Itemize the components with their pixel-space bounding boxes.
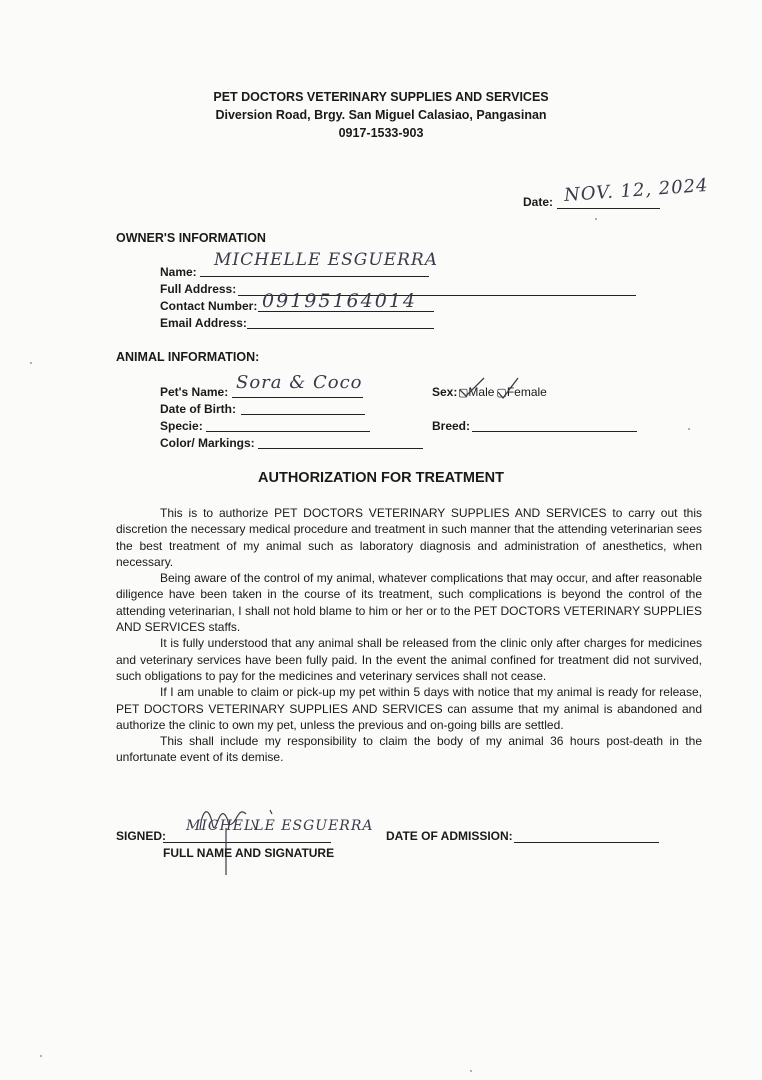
paragraph-4: If I am unable to claim or pick-up my pet within 5 days with notice that my animal is ready for release, PET DOCTORS VETERINARY SUPPLIES AND SERVICES can assume that my animal is abandoned and authorize the clinic to own my pet, unless the previous and on-going bills are settled. bbox=[116, 685, 702, 732]
signature-value: MICHELLE ESGUERRA bbox=[186, 818, 374, 834]
scan-speck bbox=[688, 428, 690, 430]
check-marks bbox=[454, 372, 524, 402]
owner-address-label: Full Address: bbox=[160, 282, 237, 296]
owner-contact-value: 09195164014 bbox=[262, 290, 417, 312]
clinic-address: Diversion Road, Brgy. San Miguel Calasiao, Pangasinan bbox=[215, 108, 547, 122]
female-checkbox[interactable]: ▢ bbox=[496, 387, 507, 399]
date-label: Date: bbox=[523, 195, 554, 209]
scan-speck bbox=[30, 362, 32, 364]
scan-speck bbox=[470, 1070, 472, 1072]
scan-speck bbox=[595, 218, 597, 220]
color-label: Color/ Markings: bbox=[160, 436, 255, 450]
pet-name-line bbox=[232, 397, 363, 398]
pet-name-value: Sora & Coco bbox=[236, 372, 363, 393]
date-line bbox=[557, 208, 660, 209]
owner-name-value: MICHELLE ESGUERRA bbox=[214, 250, 439, 270]
date-value: NOV. 12, 2024 bbox=[563, 174, 710, 207]
authorization-body bbox=[116, 505, 702, 766]
paragraph-3: It is fully understood that any animal shall be released from the clinic only after charges for medicines and veterinary services have been fully paid. In the event the animal confined for treatment did not survived, such obligations to pay for the medicines and veterinary services shall not cease. bbox=[116, 636, 702, 683]
signature-caption: FULL NAME AND SIGNATURE bbox=[163, 846, 335, 860]
admission-label: DATE OF ADMISSION: bbox=[386, 829, 513, 843]
scan-speck bbox=[40, 1055, 42, 1057]
dob-label: Date of Birth: bbox=[160, 402, 236, 416]
male-checkbox[interactable]: ▢ bbox=[458, 387, 469, 399]
pet-name-label: Pet's Name: bbox=[160, 385, 229, 399]
female-option-label: Female bbox=[506, 385, 547, 399]
breed-label: Breed: bbox=[432, 419, 471, 433]
animal-heading: ANIMAL INFORMATION: bbox=[116, 350, 260, 364]
owner-email-line bbox=[247, 328, 434, 329]
color-line bbox=[258, 448, 423, 449]
owner-email-label: Email Address: bbox=[160, 316, 247, 330]
paragraph-2: Being aware of the control of my animal, whatever complications that may occur, and after reasonable diligence have been taken in the course of its treatment, such complications is beyond the control of the attending veterinarian, I shall not hold blame to him or her or to the PET DOCTORS VETERINARY SUPPLIES AND SERVICES staffs. bbox=[116, 571, 702, 635]
male-option-label: Male bbox=[468, 385, 495, 399]
dob-line bbox=[241, 414, 365, 415]
authorization-title: AUTHORIZATION FOR TREATMENT bbox=[258, 470, 504, 486]
signature-scribble bbox=[190, 800, 290, 880]
clinic-name: PET DOCTORS VETERINARY SUPPLIES AND SERVICES bbox=[213, 90, 549, 104]
sex-label: Sex: bbox=[432, 385, 458, 399]
clinic-phone: 0917-1533-903 bbox=[338, 126, 424, 140]
paragraph-5: This shall include my responsibility to claim the body of my animal 36 hours post-death in the unfortunate event of its demise. bbox=[116, 734, 702, 765]
paragraph-1: This is to authorize PET DOCTORS VETERINARY SUPPLIES AND SERVICES to carry out this discretion the necessary medical procedure and treatment in such manner that the attending veterinarian sees the best treatment of my animal such as laboratory diagnosis and administration of anesthetics, when necessary. bbox=[116, 506, 702, 569]
admission-line bbox=[514, 842, 659, 843]
specie-label: Specie: bbox=[160, 419, 203, 433]
owner-name-label: Name: bbox=[160, 265, 197, 279]
owner-name-line bbox=[200, 276, 429, 277]
signed-label: SIGNED: bbox=[116, 829, 167, 843]
owner-contact-label: Contact Number: bbox=[160, 299, 258, 313]
owner-heading: OWNER'S INFORMATION bbox=[116, 231, 266, 245]
specie-line bbox=[206, 431, 370, 432]
breed-line bbox=[472, 431, 637, 432]
